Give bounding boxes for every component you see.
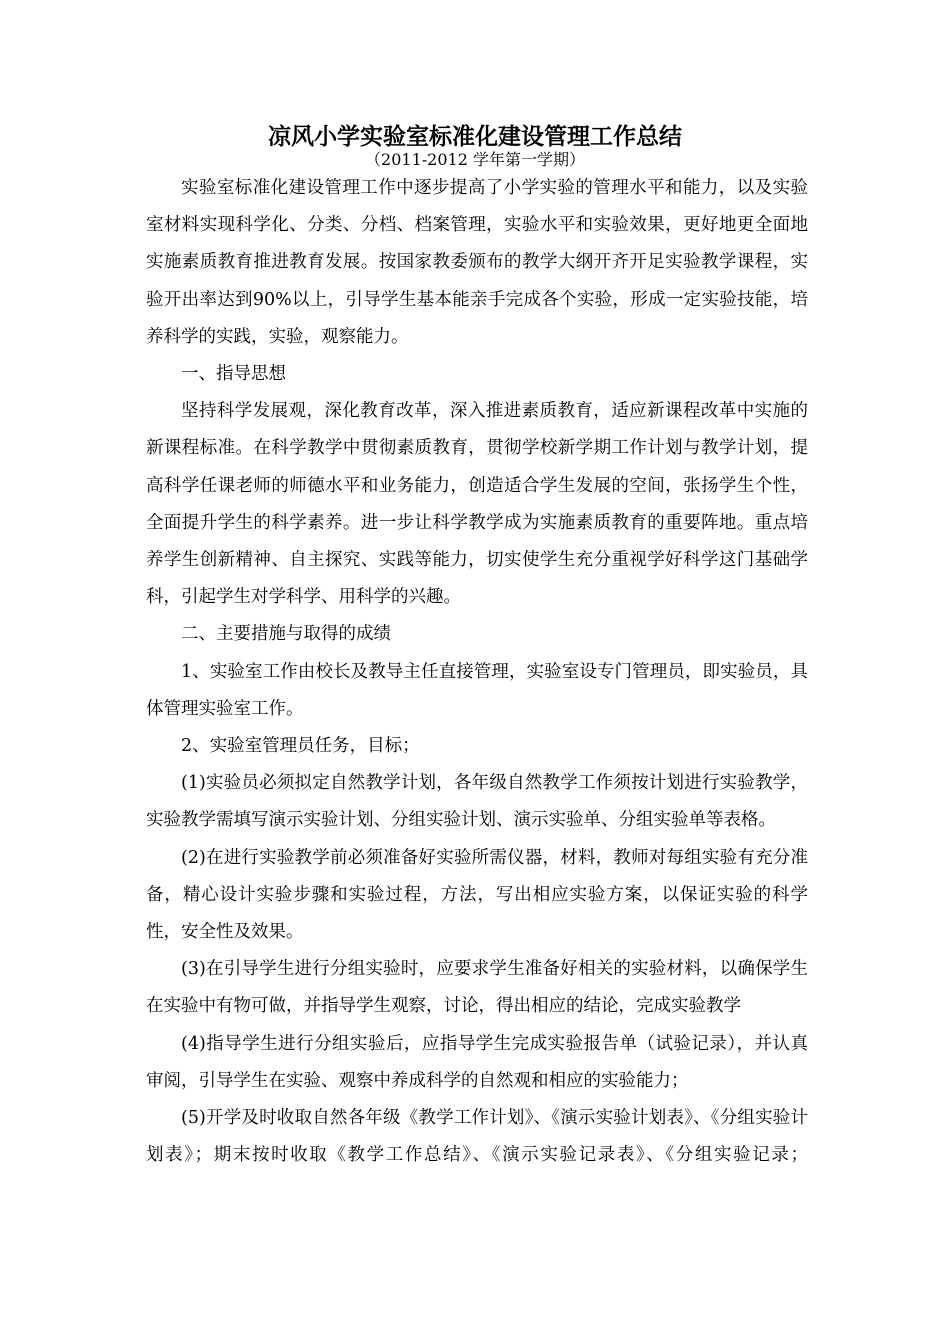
paragraph-task-4: (4)指导学生进行分组实验后，应指导学生完成实验报告单（试验记录），并认真审阅，引导学生在实验、观察中养成科学的自然观和相应的实验能力； (146, 1033, 808, 1091)
section-heading-guiding-thought: 一、指导思想 (181, 364, 286, 385)
document-body (146, 170, 808, 1174)
page-title: 凉风小学实验室标准化建设管理工作总结 (268, 124, 682, 150)
section-heading-measures: 二、主要措施与取得的成绩 (181, 624, 391, 645)
paragraph-task-5: (5)开学及时收取自然各年级《教学工作计划》、《演示实验计划表》、《分组实验计划表》；期末按时收取《教学工作总结》、《演示实验记录表》、《分组实验记录； (146, 1108, 808, 1166)
paragraph-intro: 实验室标准化建设管理工作中逐步提高了小学实验的管理水平和能力，以及实验室材料实现科学化、分类、分档、档案管理，实验水平和实验效果，更好地更全面地实施素质教育推进教育发展。按国家教委颁布的教学大纲开齐开足实验教学课程，实验开出率达到90%以上，引导学生基本能亲手完成各个实验，形成一定实验技能，培养科学的实践，实验，观察能力。 (146, 178, 808, 347)
paragraph-task-3: (3)在引导学生进行分组实验时，应要求学生准备好相关的实验材料，以确保学生在实验中有物可做，并指导学生观察，讨论，得出相应的结论，完成实验教学 (146, 959, 808, 1017)
paragraph-measure-2: 2、实验室管理员任务，目标； (181, 736, 420, 757)
paragraph-guiding-thought: 坚持科学发展观，深化教育改革，深入推进素质教育，适应新课程改革中实施的新课程标准。在科学教学中贯彻素质教育，贯彻学校新学期工作计划与教学计划，提高科学任课老师的师德水平和业务能力，创造适合学生发展的空间，张扬学生个性，全面提升学生的科学素养。进一步让科学教学成为实施素质教育的重要阵地。重点培养学生创新精神、自主探究、实践等能力，切实使学生充分重视学好科学这门基础学科，引起学生对学科学、用科学的兴趣。 (146, 401, 808, 608)
paragraph-task-2: (2)在进行实验教学前必须准备好实验所需仪器，材料，教师对每组实验有充分准备，精心设计实验步骤和实验过程，方法，写出相应实验方案，以保证实验的科学性，安全性及效果。 (146, 847, 808, 943)
paragraph-measure-1: 1、实验室工作由校长及教导主任直接管理，实验室设专门管理员，即实验员，具体管理实验室工作。 (146, 661, 808, 719)
paragraph-task-1: (1)实验员必须拟定自然教学计划，各年级自然教学工作须按计划进行实验教学，实验教学需填写演示实验计划、分组实验计划、演示实验单、分组实验单等表格。 (146, 773, 808, 831)
page-subtitle: （2011-2012 学年第一学期） (365, 150, 585, 169)
